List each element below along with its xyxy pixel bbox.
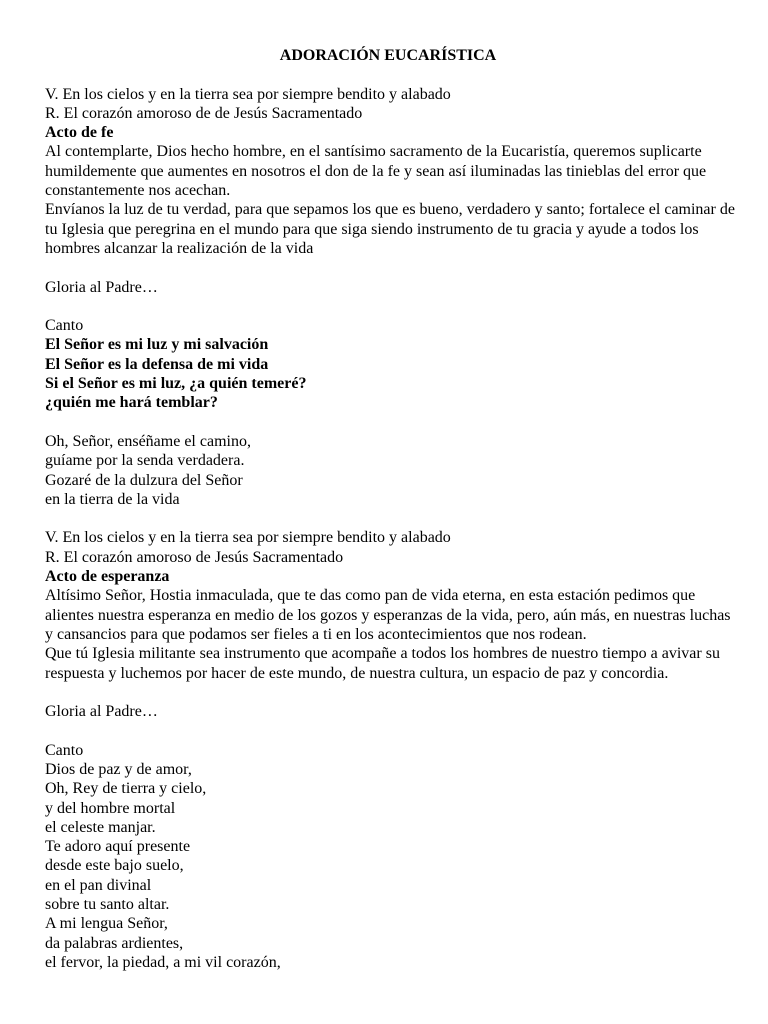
song-line: Dios de paz y de amor, [45,760,192,778]
section-acto-de-esperanza [45,528,735,972]
prayer-paragraph: Al contemplarte, Dios hecho hombre, en el santísimo sacramento de la Eucaristía, queremos suplicarte humildemente que aumentes en nosotros el don de la fe y sean así iluminadas las tinieblas del error que constantemente nos acechan. [45,143,707,200]
song-line: en la tierra de la vida [45,490,180,508]
section-heading: Acto de fe [45,124,114,142]
canto-label: Canto [45,741,84,759]
song-line: El Señor es mi luz y mi salvación [45,336,269,354]
song-line: Gozaré de la dulzura del Señor [45,471,243,489]
canto-label: Canto [45,317,84,335]
song-line: Te adoro aquí presente [45,838,191,856]
song-line: y del hombre mortal [45,799,176,817]
song-line: el celeste manjar. [45,818,156,836]
section-acto-de-fe [45,85,735,510]
versicle-line: V. En los cielos y en la tierra sea por siempre bendito y alabado [45,85,451,103]
song-line: el fervor, la piedad, a mi vil corazón, [45,953,281,971]
response-line: R. El corazón amoroso de de Jesús Sacramentado [45,104,363,122]
song-line: desde este bajo suelo, [45,857,184,875]
prayer-paragraph: Altísimo Señor, Hostia inmaculada, que te das como pan de vida eterna, en esta estación pedimos que alientes nuestra esperanza en medio de los gozos y esperanzas de la vida, pero, aún más, en nuestras luchas y cansancios para que podamos ser fieles a ti en los acontecimientos que nos rodean. [45,587,731,643]
prayer-paragraph: Envíanos la luz de tu verdad, para que sepamos los que es bueno, verdadero y santo; fortalece el caminar de tu Iglesia que peregrina en el mundo para que siga siendo instrumento de tu gracia y ayude a todos los hombres alcanzar la realización de la vida [45,201,735,257]
gloria-line: Gloria al Padre… [45,703,158,721]
document-page [45,46,735,972]
song-line: sobre tu santo altar. [45,896,170,914]
song-line: da palabras ardientes, [45,934,184,952]
prayer-paragraph: Que tú Iglesia militante sea instrumento que acompañe a todos los hombres de nuestro tiempo a avivar su respuesta y luchemos por hacer de este mundo, de nuestra cultura, un espacio de paz y concordia. [45,645,720,682]
section-heading: Acto de esperanza [45,568,170,586]
response-line: R. El corazón amoroso de Jesús Sacramentado [45,548,344,566]
song-line: Oh, Rey de tierra y cielo, [45,780,207,798]
gloria-line: Gloria al Padre… [45,278,158,296]
song-line: El Señor es la defensa de mi vida [45,355,269,373]
song-line: ¿quién me hará temblar? [45,394,218,412]
document-title: ADORACIÓN EUCARÍSTICA [279,47,497,64]
song-line: A mi lengua Señor, [45,915,168,933]
versicle-line: V. En los cielos y en la tierra sea por siempre bendito y alabado [45,529,451,547]
song-line: en el pan divinal [45,876,152,894]
song-line: Oh, Señor, enséñame el camino, [45,432,251,450]
song-line: Si el Señor es mi luz, ¿a quién temeré? [45,375,307,393]
song-line: guíame por la senda verdadera. [45,452,245,470]
